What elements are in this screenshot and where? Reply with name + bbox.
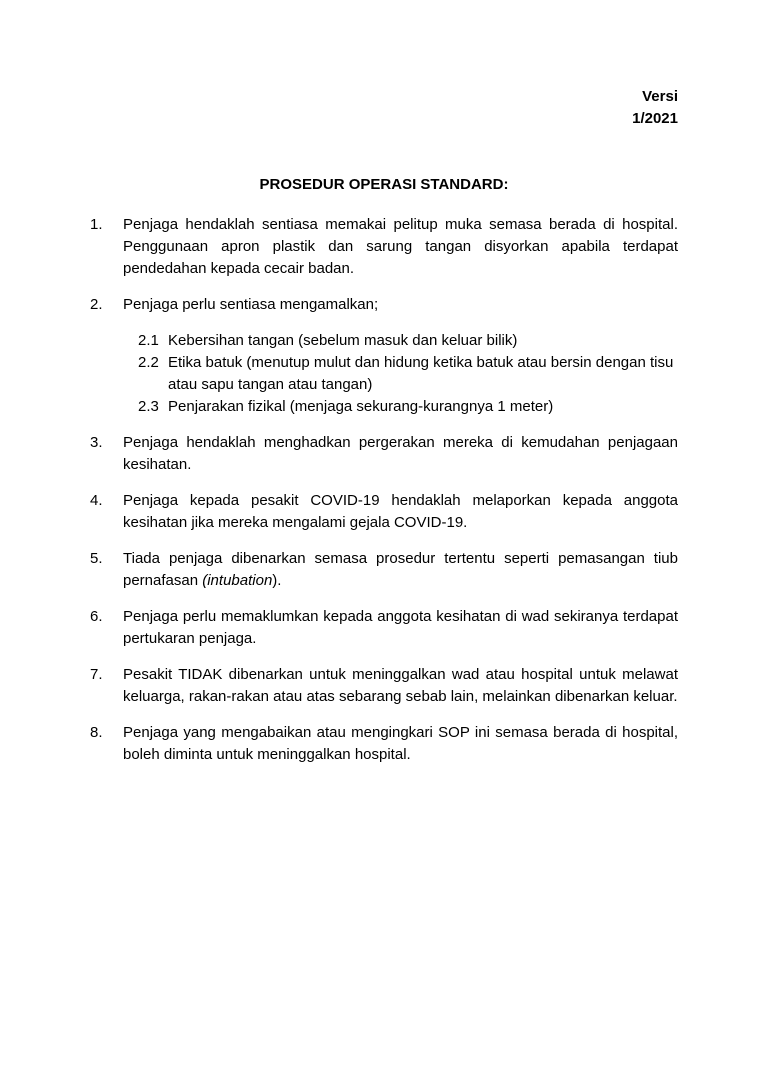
list-item xyxy=(90,722,678,766)
item-text xyxy=(123,490,678,534)
sublist-item xyxy=(138,396,678,418)
subitem-text: Etika batuk (menutup mulut dan hidung ketika batuk atau bersin dengan tisu atau sapu tangan atau tangan) xyxy=(168,354,674,393)
item-body xyxy=(123,664,678,708)
list-item xyxy=(90,214,678,280)
item-text xyxy=(123,548,678,592)
item-text xyxy=(123,432,678,476)
item-text-run: Penjaga perlu sentiasa mengamalkan; xyxy=(123,296,379,313)
subitem-number: 2.3 xyxy=(138,398,159,415)
item-text xyxy=(123,294,678,316)
item-text xyxy=(123,664,678,708)
item-number: 6. xyxy=(90,608,103,625)
item-text-run-italic: (intubation xyxy=(202,572,273,589)
sublist-item xyxy=(138,330,678,352)
sublist-item xyxy=(138,352,678,396)
item-body xyxy=(123,606,678,650)
item-body xyxy=(123,432,678,476)
item-text-run: Pesakit TIDAK dibenarkan untuk meninggalkan wad atau hospital untuk melawat keluarga, rakan-rakan atau atas sebarang sebab lain, melainkan dibenarkan keluar. xyxy=(123,666,678,705)
subitem-number: 2.2 xyxy=(138,354,159,371)
list-item xyxy=(90,664,678,708)
list-item xyxy=(90,432,678,476)
sop-list xyxy=(90,214,678,766)
list-item xyxy=(90,548,678,592)
item-text-run: Penjaga perlu memaklumkan kepada anggota kesihatan di wad sekiranya terdapat pertukaran penjaga. xyxy=(123,608,678,647)
page-title: PROSEDUR OPERASI STANDARD: xyxy=(259,176,509,193)
item-number: 5. xyxy=(90,550,103,567)
item-number: 3. xyxy=(90,434,103,451)
item-number: 2. xyxy=(90,296,103,313)
item-body xyxy=(123,490,678,534)
item-text-run: ). xyxy=(272,572,282,589)
item-text-run: Penjaga kepada pesakit COVID-19 hendaklah melaporkan kepada anggota kesihatan jika mereka mengalami gejala COVID-19. xyxy=(123,492,678,531)
item-body xyxy=(123,294,678,418)
item-number: 4. xyxy=(90,492,103,509)
sublist xyxy=(123,330,678,418)
subitem-number: 2.1 xyxy=(138,332,159,349)
subitem-text: Kebersihan tangan (sebelum masuk dan keluar bilik) xyxy=(168,332,518,349)
item-number: 1. xyxy=(90,216,103,233)
subitem-text: Penjarakan fizikal (menjaga sekurang-kurangnya 1 meter) xyxy=(168,398,554,415)
item-text-run: Penjaga hendaklah menghadkan pergerakan mereka di kemudahan penjagaan kesihatan. xyxy=(123,434,678,473)
item-body xyxy=(123,214,678,280)
item-number: 7. xyxy=(90,666,103,683)
list-item xyxy=(90,606,678,650)
version-label: Versi xyxy=(642,88,678,105)
item-text-run: Penjaga hendaklah sentiasa memakai pelitup muka semasa berada di hospital. Penggunaan apron plastik dan sarung tangan disyorkan apabila terdapat pendedahan kepada cecair badan. xyxy=(123,216,678,277)
item-body xyxy=(123,722,678,766)
item-text xyxy=(123,214,678,280)
item-text-run: Penjaga yang mengabaikan atau mengingkari SOP ini semasa berada di hospital, boleh diminta untuk meninggalkan hospital. xyxy=(123,724,678,763)
list-item xyxy=(90,294,678,418)
item-text-run: Tiada penjaga dibenarkan semasa prosedur tertentu seperti pemasangan tiub pernafasan xyxy=(123,550,678,589)
version-number: 1/2021 xyxy=(632,110,678,127)
item-text xyxy=(123,606,678,650)
version-block xyxy=(0,86,678,130)
item-number: 8. xyxy=(90,724,103,741)
list-item xyxy=(90,490,678,534)
item-text xyxy=(123,722,678,766)
item-body xyxy=(123,548,678,592)
